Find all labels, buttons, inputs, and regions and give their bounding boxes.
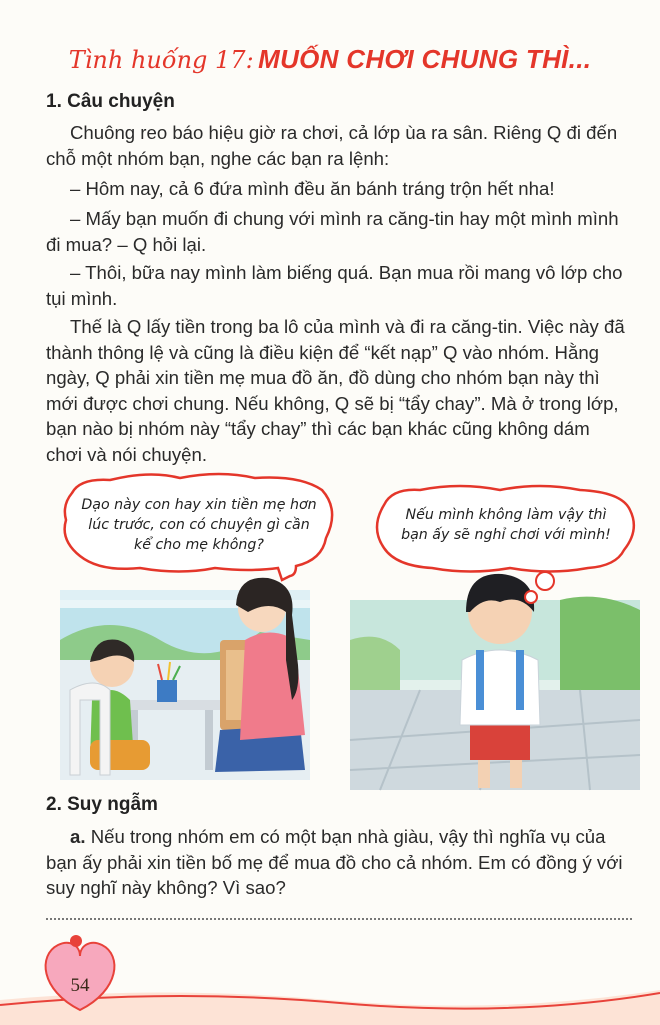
question-label: a. — [70, 826, 86, 847]
story-paragraph: Chuông reo báo hiệu giờ ra chơi, cả lớp ùa ra sân. Riêng Q đi đến chỗ một nhóm bạn, nghe các bạn ra lệnh: — [46, 122, 618, 169]
page-number: 54 — [70, 975, 90, 996]
heart-dot-icon — [70, 935, 82, 947]
section-heading-reflection: 2. Suy ngẫm — [46, 794, 158, 815]
story-paragraph: Thế là Q lấy tiền trong ba lô của mình và đi ra căng-tin. Việc này đã thành thông lệ và cũng là điều kiện để “kết nạp” Q vào nhóm. Hằng ngày, Q phải xin tiền mẹ mua đồ ăn, đồ dùng cho nhóm bạn này thì mới được chơi chung. Nếu không, Q sẽ bị “tẩy chay”. Mà ở trong lớp, bạn nào bị nhóm này “tẩy chay” thì các bạn khác cũng không dám chơi và nói chuyện. — [46, 316, 625, 465]
dialogue-line: – Thôi, bữa nay mình làm biếng quá. Bạn mua rồi mang vô lớp cho tụi mình. — [46, 262, 623, 309]
bubble-right-text: Nếu mình không làm vậy thì bạn ấy sẽ nghỉ chơi với mình! — [401, 507, 611, 543]
question-text: Nếu trong nhóm em có một bạn nhà giàu, vậy thì nghĩa vụ của bạn ấy phải xin tiền bố mẹ để mua đồ cho cả nhóm. Em có đồng ý với suy nghĩ này không? Vì sao? — [46, 826, 623, 898]
title-prefix: Tình huống 17: — [68, 46, 254, 74]
section-heading-story: 1. Câu chuyện — [46, 91, 175, 112]
title-main: MUỐN CHƠI CHUNG THÌ... — [258, 44, 592, 74]
dialogue-line: – Mấy bạn muốn đi chung với mình ra căng-tin hay một mình mình đi mua? – Q hỏi lại. — [46, 208, 619, 255]
bubble-left-text: Dạo này con hay xin tiền mẹ hơn lúc trước, con có chuyện gì cần kể cho mẹ không? — [81, 497, 317, 553]
dialogue-line: – Hôm nay, cả 6 đứa mình đều ăn bánh tráng trộn hết nha! — [70, 178, 555, 199]
